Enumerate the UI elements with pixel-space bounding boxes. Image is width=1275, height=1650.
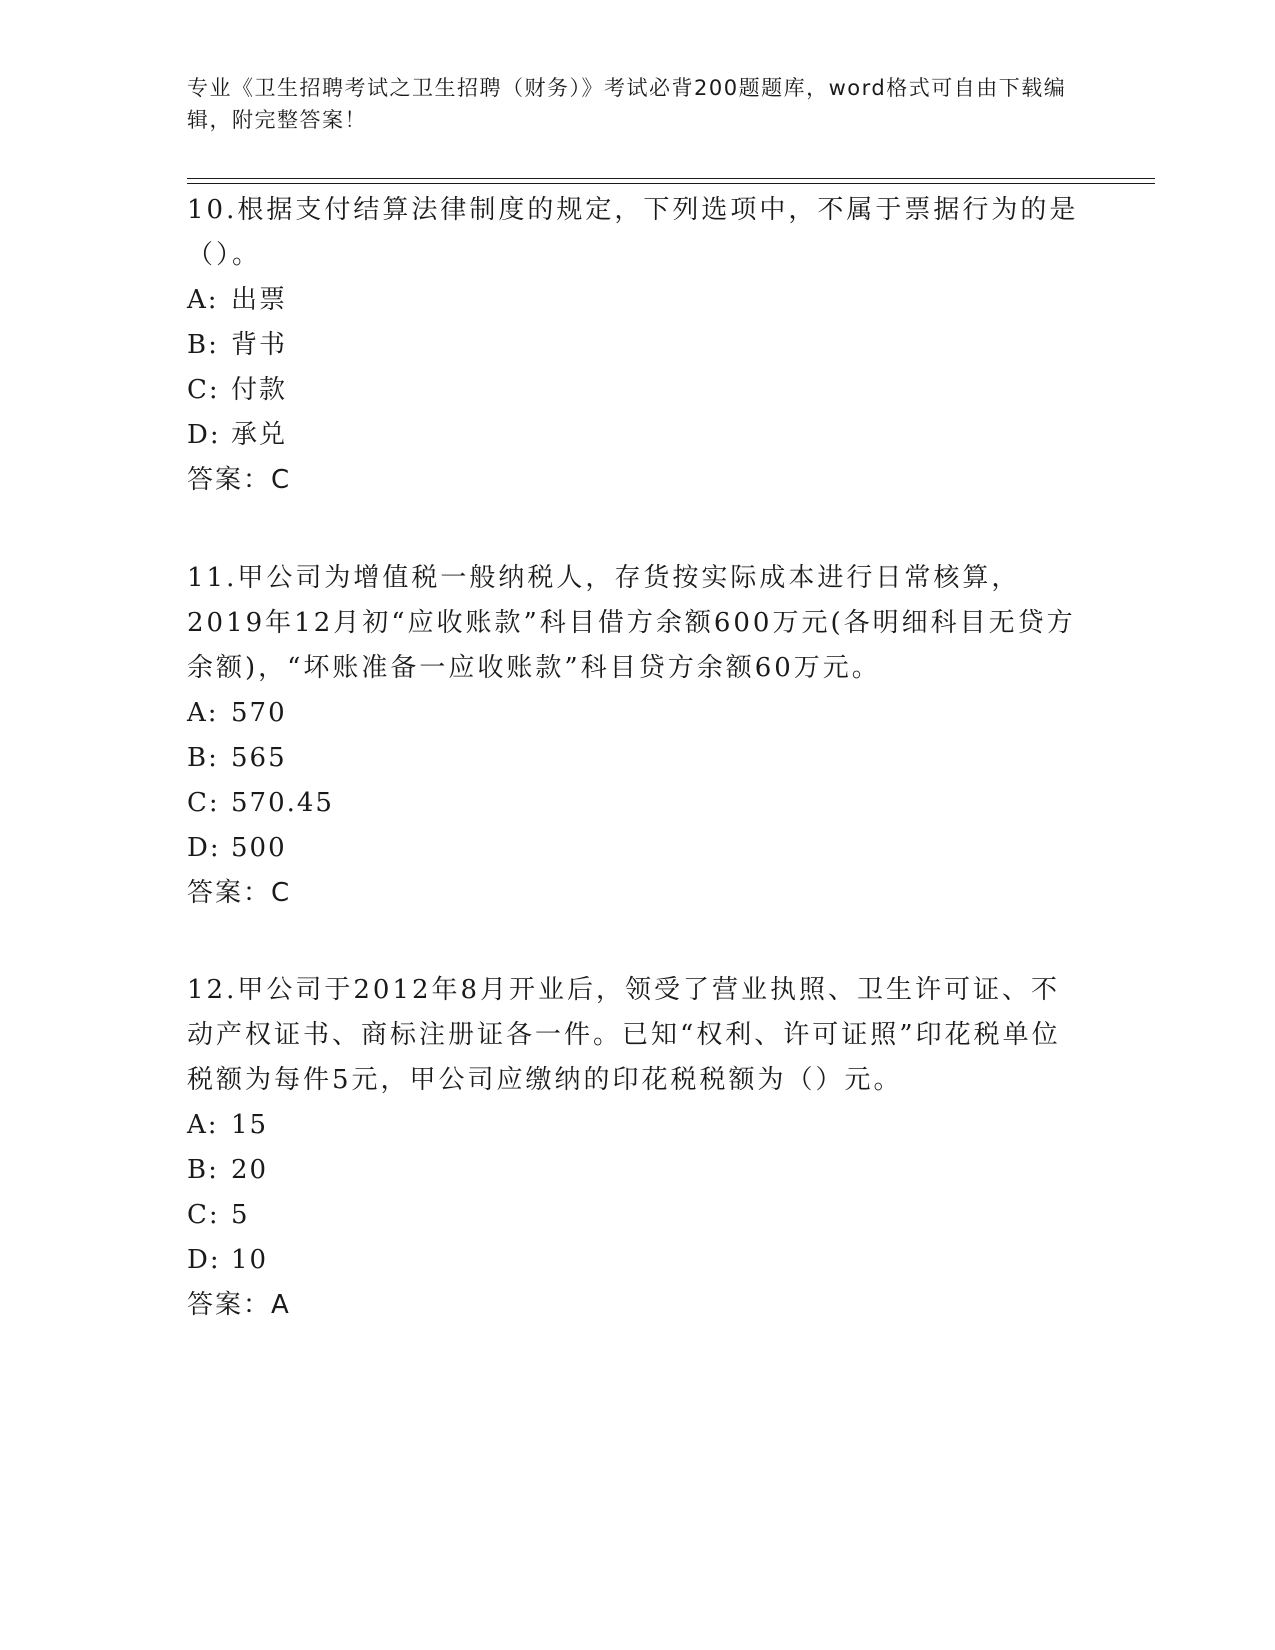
option-letter: D: — [187, 1245, 221, 1275]
option-a — [187, 691, 1087, 736]
question-stem: 11.甲公司为增值税一般纳税人，存货按实际成本进行日常核算，2019年12月初“应收账款”科目借方余额600万元(各明细科目无贷方余额)，“坏账准备一应收账款”科目贷方余额60万元。 — [187, 563, 1076, 683]
option-letter: D: — [187, 833, 221, 863]
option-text: 付款 — [231, 375, 288, 405]
option-b — [187, 323, 1087, 368]
option-d — [187, 826, 1087, 871]
document-header: 专业《卫生招聘考试之卫生招聘（财务）》考试必背200题题库，word格式可自由下载编辑，附完整答案！ — [187, 76, 1067, 132]
option-text: 背书 — [231, 330, 288, 360]
question-stem: 12.甲公司于2012年8月开业后，领受了营业执照、卫生许可证、不动产权证书、商标注册证各一件。已知“权利、许可证照”印花税单位税额为每件5元，甲公司应缴纳的印花税税额为（）元。 — [187, 975, 1061, 1095]
option-c — [187, 781, 1087, 826]
option-d — [187, 413, 1087, 458]
option-letter: C: — [187, 1200, 220, 1230]
option-text: 15 — [231, 1110, 269, 1140]
option-c — [187, 1193, 1087, 1238]
option-letter: D: — [187, 420, 221, 450]
question-10 — [187, 188, 1087, 503]
option-letter: A: — [187, 698, 219, 728]
option-d — [187, 1238, 1087, 1283]
option-text: 承兑 — [231, 420, 288, 450]
option-text: 20 — [231, 1155, 269, 1185]
option-a — [187, 1103, 1087, 1148]
option-letter: C: — [187, 788, 220, 818]
question-stem: 10.根据支付结算法律制度的规定，下列选项中，不属于票据行为的是（）。 — [187, 195, 1079, 270]
header-divider-top — [187, 178, 1155, 179]
option-letter: B: — [187, 330, 219, 360]
option-text: 500 — [231, 833, 287, 863]
question-12 — [187, 968, 1087, 1328]
question-11 — [187, 556, 1087, 916]
option-letter: A: — [187, 285, 219, 315]
option-letter: A: — [187, 1110, 219, 1140]
option-c — [187, 368, 1087, 413]
option-a — [187, 278, 1087, 323]
option-text: 出票 — [231, 285, 288, 315]
option-letter: B: — [187, 743, 219, 773]
option-text: 5 — [231, 1200, 250, 1230]
answer-line: 答案：C — [187, 465, 292, 495]
option-text: 10 — [231, 1245, 269, 1275]
option-b — [187, 736, 1087, 781]
option-text: 570 — [231, 698, 287, 728]
header-divider-bottom — [187, 183, 1155, 184]
option-text: 565 — [231, 743, 287, 773]
answer-line: 答案：C — [187, 878, 292, 908]
option-text: 570.45 — [231, 788, 334, 818]
answer-line: 答案：A — [187, 1290, 291, 1320]
option-b — [187, 1148, 1087, 1193]
option-letter: B: — [187, 1155, 219, 1185]
option-letter: C: — [187, 375, 220, 405]
